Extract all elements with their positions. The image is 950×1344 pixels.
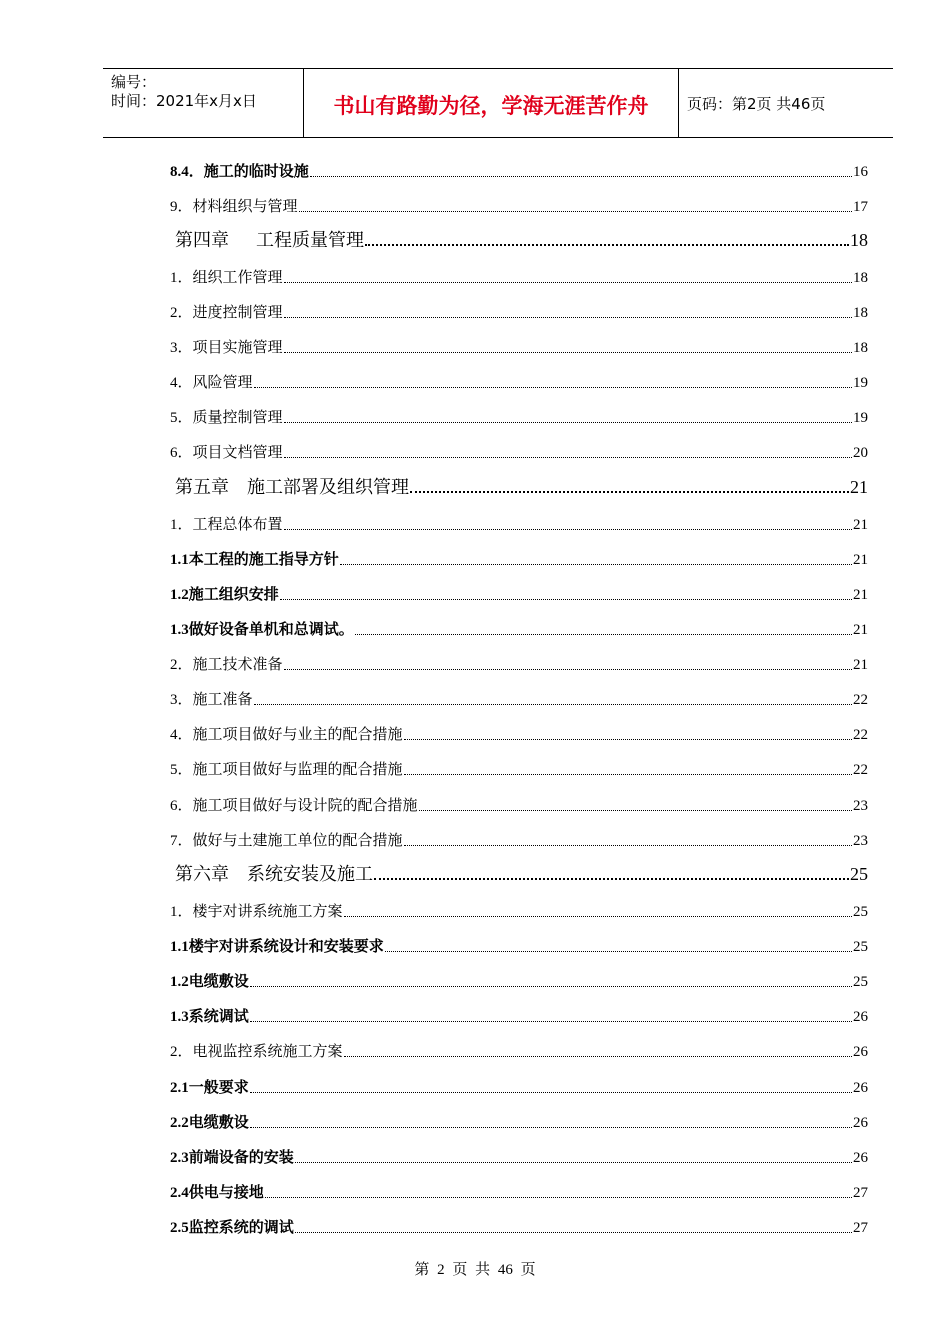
toc-dot-leader — [284, 421, 852, 423]
toc-entry-title: 第四章 工程质量管理 — [175, 230, 364, 250]
toc-entry[interactable] — [170, 935, 868, 957]
toc-entry-title: 6．施工项目做好与设计院的配合措施 — [170, 798, 418, 814]
toc-entry[interactable] — [170, 160, 868, 182]
toc-entry[interactable] — [170, 653, 868, 675]
toc-entry-page: 21 — [853, 552, 868, 568]
toc-entry-page: 26 — [853, 1080, 868, 1096]
toc-entry-page: 21 — [853, 622, 868, 638]
toc-entry-title: 5．质量控制管理 — [170, 410, 283, 426]
toc-entry-page: 22 — [853, 762, 868, 778]
toc-entry-title: 8.4．施工的临时设施 — [170, 164, 309, 180]
toc-entry[interactable] — [170, 195, 868, 217]
toc-entry-page: 16 — [853, 164, 868, 180]
toc-entry-title: 5．施工项目做好与监理的配合措施 — [170, 762, 403, 778]
toc-entry-page: 23 — [853, 798, 868, 814]
toc-entry[interactable] — [170, 1111, 868, 1133]
toc-entry[interactable] — [170, 583, 868, 605]
toc-entry-title: 7．做好与土建施工单位的配合措施 — [170, 833, 403, 849]
toc-entry[interactable] — [170, 1076, 868, 1098]
toc-entry-title: 2．进度控制管理 — [170, 305, 283, 321]
toc-entry[interactable] — [170, 371, 868, 393]
toc-entry-title: 6．项目文档管理 — [170, 445, 283, 461]
toc-entry[interactable] — [170, 513, 868, 535]
toc-entry[interactable] — [170, 794, 868, 816]
toc-entry[interactable] — [170, 758, 868, 780]
toc-entry-page: 19 — [853, 375, 868, 391]
toc-entry[interactable] — [170, 1005, 868, 1027]
serial-label: 编号： — [111, 73, 157, 91]
toc-entry-title: 第六章 系统安装及施工 — [175, 864, 373, 884]
motto-text: 书山有路勤为径，学海无涯苦作舟 — [333, 94, 649, 118]
toc-entry[interactable] — [170, 688, 868, 710]
toc-entry-page: 18 — [850, 230, 868, 250]
toc-entry-page: 26 — [853, 1009, 868, 1025]
toc-entry-title: 2．电视监控系统施工方案 — [170, 1044, 343, 1060]
toc-entry-page: 17 — [853, 199, 868, 215]
toc-chapter-entry[interactable] — [175, 226, 868, 252]
toc-entry-page: 25 — [853, 974, 868, 990]
toc-entry-title: 1.2电缆敷设 — [170, 974, 249, 990]
toc-dot-leader — [284, 528, 852, 530]
toc-dot-leader — [295, 1161, 852, 1163]
toc-entry-page: 21 — [850, 477, 868, 497]
toc-entry[interactable] — [170, 723, 868, 745]
toc-chapter-entry[interactable] — [175, 473, 868, 499]
toc-entry-page: 22 — [853, 692, 868, 708]
toc-entry-title: 3．项目实施管理 — [170, 340, 283, 356]
toc-dot-leader — [284, 668, 852, 670]
toc-entry-title: 1．工程总体布置 — [170, 517, 283, 533]
toc-entry-title: 2.3前端设备的安装 — [170, 1150, 294, 1166]
toc-entry-title: 1.2施工组织安排 — [170, 587, 279, 603]
toc-dot-leader — [295, 1231, 852, 1233]
toc-dot-leader — [250, 985, 852, 987]
toc-entry[interactable] — [170, 1216, 868, 1238]
toc-entry-title: 1.3做好设备单机和总调试。 — [170, 622, 354, 638]
toc-entry-page: 25 — [853, 904, 868, 920]
toc-entry-page: 26 — [853, 1150, 868, 1166]
toc-dot-leader — [374, 877, 849, 880]
toc-dot-leader — [284, 316, 852, 318]
toc-entry-title: 2.1一般要求 — [170, 1080, 249, 1096]
toc-dot-leader — [419, 809, 852, 811]
toc-dot-leader — [404, 738, 852, 740]
toc-chapter-entry[interactable] — [175, 860, 868, 886]
toc-dot-leader — [365, 243, 849, 246]
toc-entry-title: 2.2电缆敷设 — [170, 1115, 249, 1131]
toc-dot-leader — [310, 175, 852, 177]
toc-entry-title: 4．施工项目做好与业主的配合措施 — [170, 727, 403, 743]
toc-entry[interactable] — [170, 336, 868, 358]
toc-entry-page: 19 — [853, 410, 868, 426]
toc-entry-page: 26 — [853, 1044, 868, 1060]
toc-entry-page: 22 — [853, 727, 868, 743]
toc-dot-leader — [250, 1020, 852, 1022]
toc-entry-page: 20 — [853, 445, 868, 461]
toc-entry-page: 18 — [853, 305, 868, 321]
toc-dot-leader — [284, 281, 852, 283]
toc-entry[interactable] — [170, 301, 868, 323]
toc-entry-page: 18 — [853, 340, 868, 356]
toc-entry-title: 1．组织工作管理 — [170, 270, 283, 286]
toc-entry-page: 21 — [853, 517, 868, 533]
toc-entry-title: 1．楼宇对讲系统施工方案 — [170, 904, 343, 920]
toc-entry-title: 2.4供电与接地 — [170, 1185, 264, 1201]
toc-entry-page: 27 — [853, 1185, 868, 1201]
toc-dot-leader — [280, 598, 852, 600]
toc-entry-title: 2.5监控系统的调试 — [170, 1220, 294, 1236]
toc-dot-leader — [250, 1126, 852, 1128]
toc-dot-leader — [404, 844, 852, 846]
page-footer: 第 2 页 共 46 页 — [414, 1262, 536, 1278]
toc-entry-title: 9．材料组织与管理 — [170, 199, 298, 215]
toc-dot-leader — [344, 1055, 852, 1057]
toc-entry-title: 3．施工准备 — [170, 692, 253, 708]
toc-entry-title: 1.1本工程的施工指导方针 — [170, 552, 339, 568]
header-page-label: 页码：第2页 共46页 — [687, 95, 826, 113]
toc-entry-page: 27 — [853, 1220, 868, 1236]
toc-entry[interactable] — [170, 970, 868, 992]
toc-entry[interactable] — [170, 1146, 868, 1168]
toc-entry-page: 25 — [853, 939, 868, 955]
toc-entry-title: 4．风险管理 — [170, 375, 253, 391]
toc-entry[interactable] — [170, 266, 868, 288]
toc-entry-page: 25 — [850, 864, 868, 884]
toc-entry-page: 21 — [853, 657, 868, 673]
toc-entry-page: 21 — [853, 587, 868, 603]
toc-dot-leader — [404, 773, 852, 775]
toc-entry[interactable] — [170, 829, 868, 851]
toc-dot-leader — [250, 1091, 852, 1093]
toc-entry-title: 第五章 施工部署及组织管理 — [175, 477, 409, 497]
toc-entry-title: 2．施工技术准备 — [170, 657, 283, 673]
toc-dot-leader — [344, 915, 852, 917]
toc-dot-leader — [284, 351, 852, 353]
toc-entry[interactable] — [170, 406, 868, 428]
toc-dot-leader — [340, 563, 852, 565]
toc-entry[interactable] — [170, 1181, 868, 1203]
toc-dot-leader — [254, 386, 852, 388]
toc-entry-page: 18 — [853, 270, 868, 286]
toc-entry-page: 26 — [853, 1115, 868, 1131]
toc-entry[interactable] — [170, 548, 868, 570]
toc-dot-leader — [385, 950, 852, 952]
toc-entry[interactable] — [170, 618, 868, 640]
toc-dot-leader — [254, 703, 852, 705]
toc-dot-leader — [355, 633, 852, 635]
toc-dot-leader — [265, 1196, 852, 1198]
toc-entry-page: 23 — [853, 833, 868, 849]
toc-entry[interactable] — [170, 1040, 868, 1062]
toc-entry[interactable] — [170, 441, 868, 463]
toc-entry-title: 1.3系统调试 — [170, 1009, 249, 1025]
toc-dot-leader — [410, 490, 849, 493]
toc-dot-leader — [284, 456, 852, 458]
toc-entry-title: 1.1楼宇对讲系统设计和安装要求 — [170, 939, 384, 955]
toc-dot-leader — [299, 210, 852, 212]
time-label: 时间：2021年x月x日 — [111, 92, 257, 110]
toc-entry[interactable] — [170, 900, 868, 922]
